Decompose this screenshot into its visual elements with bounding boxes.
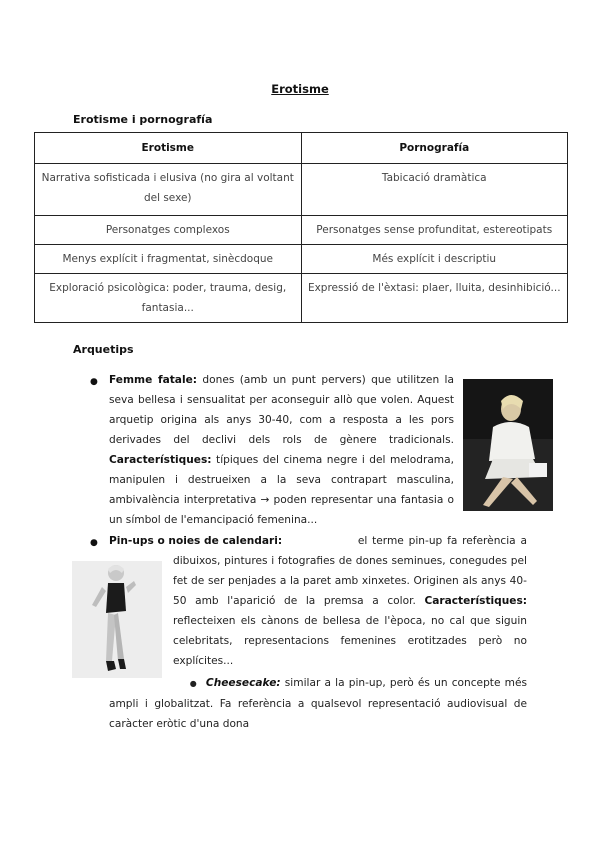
pinup-label: Característiques: bbox=[424, 595, 527, 607]
table-header-pornografia: Pornografía bbox=[301, 133, 568, 164]
femme-fatale-label: Característiques: bbox=[109, 454, 212, 466]
table-cell: Narrativa sofisticada i elusiva (no gira al voltant del sexe) bbox=[35, 164, 302, 216]
table-cell: Exploració psicològica: poder, trauma, desig, fantasia... bbox=[35, 274, 302, 323]
bullet-icon: ● bbox=[189, 679, 198, 688]
pinup-paragraph-body bbox=[173, 531, 527, 671]
table-row bbox=[35, 245, 568, 274]
section-heading-erotisme-pornografia: Erotisme i pornografía bbox=[73, 113, 213, 126]
page-title: Erotisme bbox=[271, 82, 329, 96]
table-row bbox=[35, 164, 568, 216]
femme-fatale-text: dones (amb un punt pervers) que utilitzen la seva bellesa i sensualitat per aconseguir allò que volen. Aquest arquetip origina als anys 30-40, com a resposta a les pors derivades del declivi dels rols de gènere tradicionals. bbox=[109, 374, 454, 446]
femme-fatale-paragraph bbox=[109, 370, 454, 530]
comparison-table bbox=[34, 132, 568, 323]
pinup-text: el terme pin-up fa referència a dibuixos, pintures i fotografies de dones seminues, conegudes pel fet de ser penjades a la paret amb xinxetes. Originen als anys 40-50 amb l'aparició de la premsa a color. bbox=[173, 535, 527, 607]
table-cell: Més explícit i descriptiu bbox=[301, 245, 568, 274]
pinup-term: Pin-ups o noies de calendari: bbox=[109, 535, 283, 547]
cheesecake-term: Cheesecake: bbox=[205, 677, 281, 689]
table-cell: Expressió de l'èxtasi: plaer, lluita, desinhibició... bbox=[301, 274, 568, 323]
table-cell: Tabicació dramàtica bbox=[301, 164, 568, 216]
pinup-photo bbox=[72, 561, 162, 678]
table-cell: Personatges sense profunditat, estereotipats bbox=[301, 216, 568, 245]
table-header-erotisme: Erotisme bbox=[35, 133, 302, 164]
table-header-row bbox=[35, 133, 568, 164]
table-row bbox=[35, 216, 568, 245]
table-row bbox=[35, 274, 568, 323]
section-heading-arquetips: Arquetips bbox=[73, 343, 134, 356]
cheesecake-text: similar a la pin-up, però és un concepte més ampli i globalitzat. Fa referència a qualsevol representació audiovisual de caràcter eròtic d'una dona bbox=[109, 677, 527, 730]
femme-fatale-photo bbox=[463, 379, 553, 511]
femme-fatale-term: Femme fatale: bbox=[109, 374, 197, 386]
pinup-text-2: reflecteixen els cànons de bellesa de l'època, no cal que siguin celebritats, representacions femenines erotitzades però no explícites... bbox=[173, 615, 527, 667]
femme-fatale-text-2: típiques del cinema negre i del melodrama, manipulen i destrueixen a la seva contrapart masculina, ambivalència interpretativa → poden representar una fantasia o un símbol de l'emancipació femenina... bbox=[109, 454, 454, 526]
bullet-icon: ● bbox=[90, 377, 98, 387]
bullet-icon: ● bbox=[90, 538, 98, 548]
table-cell: Menys explícit i fragmentat, sinècdoque bbox=[35, 245, 302, 274]
table-cell: Personatges complexos bbox=[35, 216, 302, 245]
cheesecake-paragraph bbox=[109, 673, 527, 734]
